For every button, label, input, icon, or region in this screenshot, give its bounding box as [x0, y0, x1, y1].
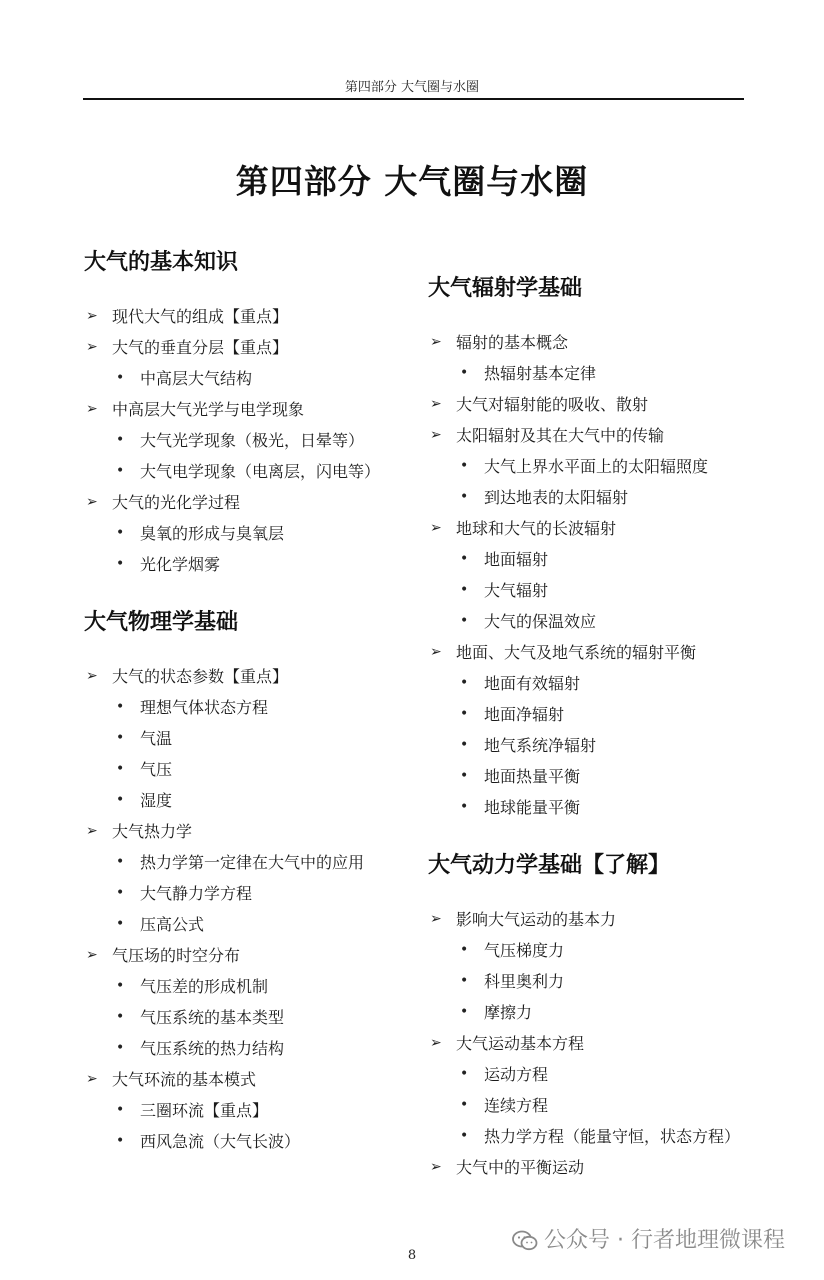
item-text: 气压系统的热力结构	[140, 1039, 285, 1058]
item-text: 热力学方程（能量守恒，状态方程）	[484, 1127, 741, 1146]
dot-bullet-icon: •	[116, 699, 125, 715]
outline-subitem	[84, 456, 414, 487]
outline-section	[428, 274, 758, 823]
dot-bullet-icon: •	[116, 525, 125, 541]
dot-bullet-icon: •	[116, 370, 125, 386]
right-column	[428, 274, 758, 1183]
dot-bullet-icon: •	[460, 551, 469, 567]
outline-subitem	[84, 549, 414, 580]
outline-subitem	[84, 692, 414, 723]
dot-bullet-icon: •	[460, 1097, 469, 1113]
outline-subitem	[428, 792, 758, 823]
outline-item	[428, 513, 758, 544]
outline-subitem	[84, 971, 414, 1002]
item-text: 臭氧的形成与臭氧层	[140, 524, 285, 543]
item-text: 气压场的时空分布	[112, 946, 241, 965]
outline-subitem	[84, 1002, 414, 1033]
item-text: 气压	[140, 760, 173, 779]
dot-bullet-icon: •	[460, 1128, 469, 1144]
item-text: 热辐射基本定律	[484, 364, 597, 383]
left-column	[84, 248, 414, 1157]
dot-bullet-icon: •	[116, 432, 125, 448]
item-text: 大气中的平衡运动	[456, 1158, 585, 1177]
outline-subitem	[84, 1126, 414, 1157]
arrow-bullet-icon: ➢	[86, 823, 98, 839]
item-text: 大气光学现象（极光，日晕等）	[140, 431, 365, 450]
dot-bullet-icon: •	[116, 463, 125, 479]
item-text: 太阳辐射及其在大气中的传输	[456, 426, 665, 445]
dot-bullet-icon: •	[460, 768, 469, 784]
item-text: 大气的状态参数【重点】	[112, 667, 289, 686]
arrow-bullet-icon: ➢	[430, 911, 442, 927]
dot-bullet-icon: •	[460, 706, 469, 722]
outline-subitem	[428, 544, 758, 575]
item-text: 湿度	[140, 791, 173, 810]
outline-subitem	[428, 668, 758, 699]
item-text: 气压梯度力	[484, 941, 565, 960]
arrow-bullet-icon: ➢	[430, 1159, 442, 1175]
item-text: 大气辐射	[484, 581, 549, 600]
page-title: 第四部分 大气圈与水圈	[235, 162, 589, 201]
dot-bullet-icon: •	[116, 978, 125, 994]
section-heading: 大气的基本知识	[84, 250, 239, 275]
arrow-bullet-icon: ➢	[86, 1071, 98, 1087]
item-text: 地面、大气及地气系统的辐射平衡	[456, 643, 697, 662]
outline-item	[428, 904, 758, 935]
item-text: 气温	[140, 729, 173, 748]
dot-bullet-icon: •	[116, 730, 125, 746]
item-text: 大气的光化学过程	[112, 493, 241, 512]
outline-subitem	[428, 1059, 758, 1090]
outline-subitem	[84, 878, 414, 909]
item-text: 辐射的基本概念	[456, 333, 569, 352]
outline-item	[84, 394, 414, 425]
outline-subitem	[84, 754, 414, 785]
item-text: 大气环流的基本模式	[112, 1070, 257, 1089]
item-text: 地面有效辐射	[484, 674, 581, 693]
item-text: 大气的保温效应	[484, 612, 597, 631]
dot-bullet-icon: •	[116, 1040, 125, 1056]
outline-subitem	[428, 482, 758, 513]
arrow-bullet-icon: ➢	[86, 668, 98, 684]
item-text: 地球和大气的长波辐射	[456, 519, 617, 538]
item-text: 地球能量平衡	[484, 798, 581, 817]
dot-bullet-icon: •	[460, 365, 469, 381]
outline-item	[84, 940, 414, 971]
arrow-bullet-icon: ➢	[86, 947, 98, 963]
outline-subitem	[428, 997, 758, 1028]
outline-subitem	[428, 966, 758, 997]
dot-bullet-icon: •	[460, 489, 469, 505]
dot-bullet-icon: •	[460, 613, 469, 629]
outline-subitem	[84, 847, 414, 878]
arrow-bullet-icon: ➢	[86, 401, 98, 417]
item-text: 大气的垂直分层【重点】	[112, 338, 289, 357]
dot-bullet-icon: •	[460, 458, 469, 474]
outline-subitem	[428, 575, 758, 606]
dot-bullet-icon: •	[116, 1009, 125, 1025]
outline-subitem	[84, 909, 414, 940]
dot-bullet-icon: •	[116, 854, 125, 870]
item-text: 大气上界水平面上的太阳辐照度	[484, 457, 709, 476]
outline-subitem	[428, 935, 758, 966]
outline-section	[84, 608, 414, 1157]
item-text: 气压系统的基本类型	[140, 1008, 285, 1027]
arrow-bullet-icon: ➢	[430, 334, 442, 350]
dot-bullet-icon: •	[116, 885, 125, 901]
outline-subitem	[428, 451, 758, 482]
item-text: 大气电学现象（电离层，闪电等）	[140, 462, 381, 481]
outline-subitem	[428, 730, 758, 761]
item-text: 摩擦力	[484, 1003, 533, 1022]
section-heading: 大气辐射学基础	[428, 276, 583, 301]
outline-item	[428, 420, 758, 451]
arrow-bullet-icon: ➢	[430, 520, 442, 536]
item-text: 到达地表的太阳辐射	[484, 488, 629, 507]
item-text: 大气对辐射能的吸收、散射	[456, 395, 649, 414]
arrow-bullet-icon: ➢	[430, 396, 442, 412]
outline-subitem	[84, 363, 414, 394]
running-header: 第四部分 大气圈与水圈	[344, 80, 480, 95]
item-text: 地面辐射	[484, 550, 549, 569]
item-text: 气压差的形成机制	[140, 977, 269, 996]
item-text: 中高层大气结构	[140, 369, 253, 388]
outline-item	[84, 332, 414, 363]
outline-subitem	[428, 699, 758, 730]
outline-item	[428, 1152, 758, 1183]
item-text: 连续方程	[484, 1096, 549, 1115]
outline-item	[84, 661, 414, 692]
arrow-bullet-icon: ➢	[86, 308, 98, 324]
arrow-bullet-icon: ➢	[430, 1035, 442, 1051]
item-text: 理想气体状态方程	[140, 698, 269, 717]
section-heading: 大气动力学基础【了解】	[428, 853, 671, 878]
item-text: 影响大气运动的基本力	[456, 910, 617, 929]
outline-item	[84, 301, 414, 332]
item-text: 光化学烟雾	[140, 555, 221, 574]
item-text: 地面热量平衡	[484, 767, 581, 786]
item-text: 中高层大气光学与电学现象	[112, 400, 305, 419]
dot-bullet-icon: •	[116, 1133, 125, 1149]
dot-bullet-icon: •	[116, 1102, 125, 1118]
item-text: 西风急流（大气长波）	[140, 1132, 301, 1151]
dot-bullet-icon: •	[460, 737, 469, 753]
page-number: 8	[407, 1248, 417, 1263]
outline-subitem	[428, 606, 758, 637]
dot-bullet-icon: •	[460, 973, 469, 989]
arrow-bullet-icon: ➢	[430, 644, 442, 660]
dot-bullet-icon: •	[116, 761, 125, 777]
outline-subitem	[84, 785, 414, 816]
dot-bullet-icon: •	[116, 556, 125, 572]
dot-bullet-icon: •	[116, 916, 125, 932]
item-text: 地气系统净辐射	[484, 736, 597, 755]
dot-bullet-icon: •	[460, 799, 469, 815]
item-text: 大气热力学	[112, 822, 193, 841]
item-text: 科里奥利力	[484, 972, 565, 991]
item-text: 现代大气的组成【重点】	[112, 307, 289, 326]
outline-item	[428, 389, 758, 420]
outline-subitem	[428, 1090, 758, 1121]
dot-bullet-icon: •	[460, 1004, 469, 1020]
outline-subitem	[428, 1121, 758, 1152]
item-text: 三圈环流【重点】	[140, 1101, 269, 1120]
dot-bullet-icon: •	[116, 792, 125, 808]
outline-item	[428, 327, 758, 358]
item-text: 大气运动基本方程	[456, 1034, 585, 1053]
dot-bullet-icon: •	[460, 582, 469, 598]
watermark-text: 公众号 · 行者地理微课程	[544, 1228, 785, 1253]
dot-bullet-icon: •	[460, 1066, 469, 1082]
header-rule	[83, 98, 744, 100]
outline-subitem	[84, 518, 414, 549]
outline-subitem	[428, 358, 758, 389]
outline-item	[428, 1028, 758, 1059]
outline-subitem	[84, 1033, 414, 1064]
arrow-bullet-icon: ➢	[430, 427, 442, 443]
outline-subitem	[84, 723, 414, 754]
outline-section	[84, 248, 414, 580]
outline-section	[428, 851, 758, 1183]
item-text: 运动方程	[484, 1065, 549, 1084]
outline-item	[84, 487, 414, 518]
arrow-bullet-icon: ➢	[86, 494, 98, 510]
outline-subitem	[84, 425, 414, 456]
outline-subitem	[428, 761, 758, 792]
item-text: 压高公式	[140, 915, 205, 934]
outline-item	[84, 1064, 414, 1095]
outline-subitem	[84, 1095, 414, 1126]
item-text: 热力学第一定律在大气中的应用	[140, 853, 365, 872]
item-text: 地面净辐射	[484, 705, 565, 724]
dot-bullet-icon: •	[460, 675, 469, 691]
item-text: 大气静力学方程	[140, 884, 253, 903]
outline-item	[84, 816, 414, 847]
outline-item	[428, 637, 758, 668]
dot-bullet-icon: •	[460, 942, 469, 958]
arrow-bullet-icon: ➢	[86, 339, 98, 355]
section-heading: 大气物理学基础	[84, 610, 239, 635]
